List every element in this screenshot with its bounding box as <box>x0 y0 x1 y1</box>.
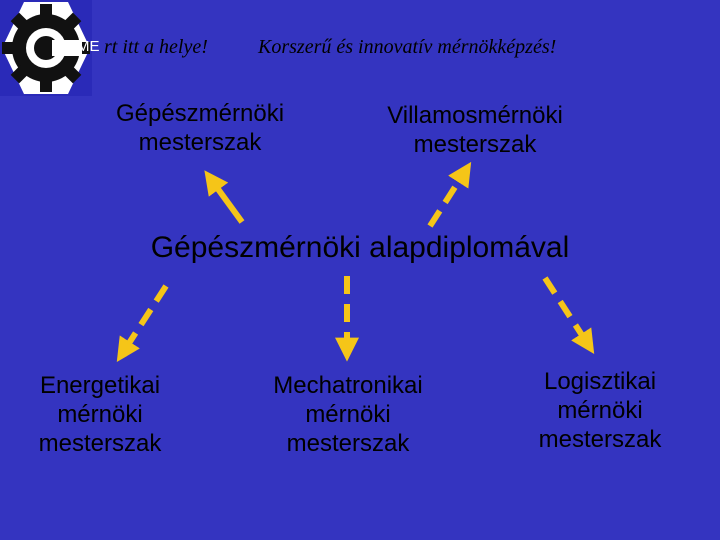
node-line: mesterszak <box>413 130 537 158</box>
header-slogan-right: Korszerű és innovatív mérnökképzés! <box>258 36 557 58</box>
node-center-alapdiploma: Gépészmérnöki alapdiplomával <box>150 231 570 264</box>
node-line: mérnöki <box>557 396 643 424</box>
node-energetikai <box>20 372 180 458</box>
node-line: Villamosmérnöki <box>387 102 563 129</box>
node-logisztikai <box>520 368 680 454</box>
node-mechatronikai <box>250 372 446 458</box>
node-gepeszmernoki-mesterszak <box>90 100 310 158</box>
node-line: Energetikai <box>39 372 161 399</box>
node-line: mérnöki <box>57 400 143 428</box>
arrow-to-energetikai <box>122 286 166 354</box>
node-line: mesterszak <box>38 429 162 457</box>
logo-text: ME <box>77 38 100 55</box>
header-slogan-left: rt itt a helye! <box>104 36 208 58</box>
node-line: Logisztikai <box>543 368 657 395</box>
arrow-to-gepesz <box>210 178 242 222</box>
node-line: Mechatronikai <box>273 372 423 399</box>
node-villamosmernoki-mesterszak <box>360 102 590 160</box>
node-line: mérnöki <box>305 400 391 428</box>
node-line: Gépészmérnöki <box>115 100 285 127</box>
arrow-to-villamos <box>430 170 466 226</box>
node-line: mesterszak <box>138 128 262 156</box>
node-line: mesterszak <box>286 429 410 457</box>
arrow-to-logisztikai <box>545 278 589 346</box>
node-line: mesterszak <box>538 425 662 453</box>
